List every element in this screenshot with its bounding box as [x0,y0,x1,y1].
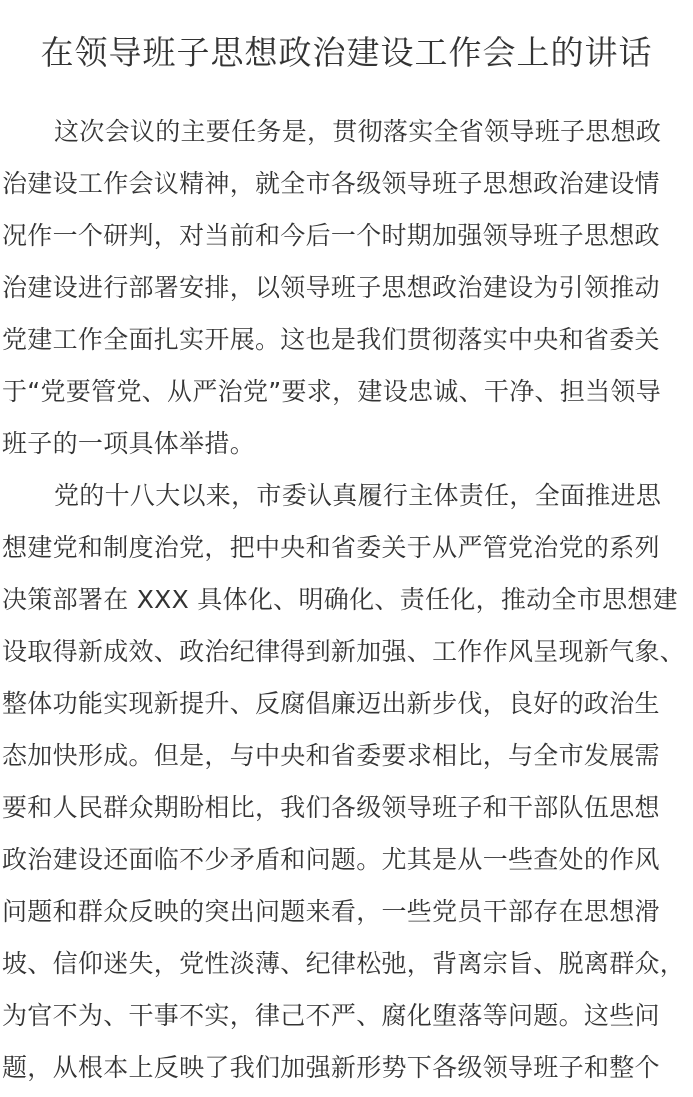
paragraph-line: 况作一个研判，对当前和今后一个时期加强领导班子思想政 [2,221,660,250]
paragraph-line: 想建党和制度治党，把中央和省委关于从严管党治党的系列 [2,533,660,562]
document-title: 在领导班子思想政治建设工作会上的讲话 [40,33,653,72]
paragraph-line: 整体功能实现新提升、反腐倡廉迈出新步伐，良好的政治生 [2,689,660,718]
paragraph-line: 这次会议的主要任务是，贯彻落实全省领导班子思想政 [54,117,662,146]
paragraph-line: 问题和群众反映的突出问题来看，一些党员干部存在思想滑 [2,897,660,926]
paragraph-line: 决策部署在 XXX 具体化、明确化、责任化，推动全市思想建 [2,585,678,614]
paragraph-line: 题，从根本上反映了我们加强新形势下各级领导班子和整个 [2,1053,660,1082]
paragraph-line: 党的十八大以来，市委认真履行主体责任，全面推进思 [54,481,662,510]
paragraph-line: 为官不为、干事不实，律己不严、腐化堕落等问题。这些问 [2,1001,660,1030]
paragraph-line: 治建设工作会议精神，就全市各级领导班子思想政治建设情 [2,169,660,198]
paragraph-line: 态加快形成。但是，与中央和省委要求相比，与全市发展需 [2,741,660,770]
paragraph-line: 治建设进行部署安排，以领导班子思想政治建设为引领推动 [2,273,660,302]
paragraph-line: 要和人民群众期盼相比，我们各级领导班子和干部队伍思想 [2,793,660,822]
paragraph-line: 班子的一项具体举措。 [2,429,256,458]
paragraph-line: 政治建设还面临不少矛盾和问题。尤其是从一些查处的作风 [2,845,660,874]
paragraph-line: 于“党要管党、从严治党”要求，建设忠诚、干净、担当领导 [2,377,662,406]
paragraph-line: 坡、信仰迷失，党性淡薄、纪律松弛，背离宗旨、脱离群众， [2,949,686,978]
paragraph-line: 设取得新成效、政治纪律得到新加强、工作作风呈现新气象、 [2,637,686,666]
paragraph-line: 党建工作全面扎实开展。这也是我们贯彻落实中央和省委关 [2,325,660,354]
